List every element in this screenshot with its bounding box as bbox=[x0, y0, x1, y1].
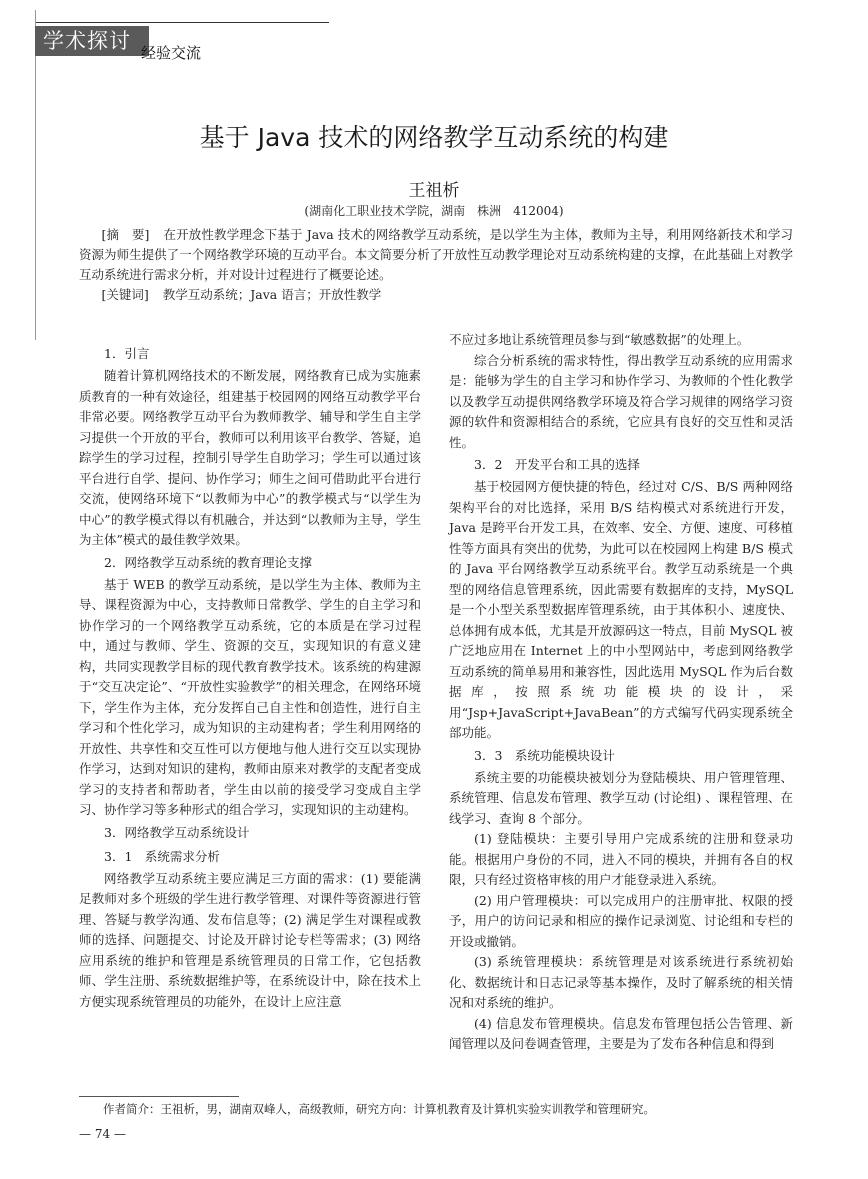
footnote-rule bbox=[79, 1096, 239, 1097]
section-heading: 3．网络教学互动系统设计 bbox=[104, 824, 250, 840]
header-left-rule bbox=[35, 10, 36, 340]
keywords-paragraph bbox=[79, 285, 793, 305]
section-heading: 1．引言 bbox=[104, 346, 150, 361]
section-heading: 3．3 系统功能模块设计 bbox=[474, 747, 615, 763]
abstract-block bbox=[79, 225, 793, 305]
body-paragraph: 综合分析系统的需求特性，得出教学互动系统的应用需求是：能够为学生的自主学习和协作学习、为教师的个性化教学以及教学互动提供网络教学环境及符合学习规律的网络学习资源的软件和资源相结合的系统，它应具有良好的交互性和灵活性。 bbox=[449, 352, 793, 450]
brand-label: 学术探讨 bbox=[35, 26, 149, 56]
left-column bbox=[79, 342, 421, 1012]
body-paragraph: (2) 用户管理模块：可以完成用户的注册审批、权限的授予，用户的访问记录和相应的操作记录浏览、讨论组和专栏的开设或撤销。 bbox=[449, 892, 793, 949]
body-paragraph: 基于 WEB 的教学互动系统，是以学生为主体、教师为主导、课程资源为中心，支持教师日常教学、学生的自主学习和协作学习的一个网络教学互动系统，它的本质是在学习过程中，通过与教师、学生、资源的交互，实现知识的有意义建构，共同实现教学目标的现代教育教学技术。该系统的构建源于“交互决定论”、“开放性实验教学”的相关理念，在网络环境下，学生作为主体，充分发挥自己自主性和创造性，进行自主学习和个性化学习，成为知识的主动建构者；学生利用网络的开放性、共享性和交互性可以方便地与他人进行交互以实现协作学习，达到对知识的建构，教师由原来对教学的支配者变成学习的支持者和帮助者，学生由以前的接受学习变成自主学习、协作学习等多种形式的组合学习，实现知识的主动建构。 bbox=[79, 576, 421, 817]
page-number: — 74 — bbox=[79, 1127, 126, 1141]
body-paragraph: 随着计算机网络技术的不断发展，网络教育已成为实施素质教育的一种有效途径，组建基于校园网的网络互动教学平台非常必要。网络教学互动平台为教师教学、辅导和学生自主学习提供一个开放的平台，教师可以利用该平台教学、答疑，追踪学生的学习过程，控制引导学生自助学习；学生可以通过该平台进行自学、提问、协作学习；师生之间可借助此平台进行交流，使网络环境下“以教师为中心”的教学模式与“以学生为中心”的教学模式得以有机融合，并达到“以教师为主导，学生为主体”模式的最佳教学效果。 bbox=[79, 368, 421, 547]
author: 王祖析 bbox=[408, 181, 460, 201]
section-heading: 3．2 开发平台和工具的选择 bbox=[474, 457, 640, 472]
right-column bbox=[449, 330, 793, 1055]
author-footnote: 作者简介：王祖析，男，湖南双峰人，高级教师，研究方向：计算机教育及计算机实验实训教学和管理研究。 bbox=[103, 1102, 655, 1116]
body-paragraph: 基于校园网方便快捷的特色，经过对 C/S、B/S 两种网络架构平台的对比选择，采用 B/S 结构模式对系统进行开发，Java 是跨平台开发工具，在效率、安全、方便、速度、可移植性等方面具有突出的优势，为此可以在校园网上构建 B/S 模式的 Java 平台网络教学互动系统平台。教学互动系统是一个典型的网络信息管理系统，因此需要有数据库的支持，MySQL 是一个小型关系型数据库管理系统，由于其体积小、速度快、总体拥有成本低，尤其是开放源码这一特点，目前 MySQL 被广泛地应用在 Internet 上的中小型网站中，考虑到网络教学互动系统的简单易用和兼容性，因此选用 MySQL 作为后台数据库，按照系统功能模块的设计，采用“Jsp+JavaScript+JavaBean”的方式编写代码实现系统全部功能。 bbox=[449, 479, 793, 740]
keywords-label: [关键词] bbox=[101, 287, 149, 302]
body-paragraph: (1) 登陆模块：主要引导用户完成系统的注册和登录功能。根据用户身份的不同，进入不同的模块，并拥有各自的权限，只有经过资格审核的用户才能登录进入系统。 bbox=[449, 831, 793, 887]
section-label: 经验交流 bbox=[141, 44, 202, 62]
abstract-paragraph bbox=[79, 225, 793, 285]
section-heading: 3．1 系统需求分析 bbox=[104, 848, 220, 864]
body-paragraph: (3) 系统管理模块：系统管理是对该系统进行系统初始化、数据统计和日志记录等基本操作，及时了解系统的相关情况和对系统的维护。 bbox=[449, 954, 793, 1010]
abstract-text: 在开放性教学理念下基于 Java 技术的网络教学互动系统，是以学生为主体，教师为主导，利用网络新技术和学习资源为师生提供了一个网络教学环境的互动平台。本文简要分析了开放性互动教学理论对互动系统构建的支撑，在此基础上对教学互动系统进行需求分析，并对设计过程进行了概要论述。 bbox=[79, 227, 793, 282]
body-paragraph: 网络教学互动系统主要应满足三方面的需求：(1) 要能满足教师对多个班级的学生进行教学管理、对课件等资源进行管理、答疑与教学沟通、发布信息等；(2) 满足学生对课程或教师的选择、问题提交、讨论及开辟讨论专栏等需求；(3) 网络应用系统的维护和管理是系统管理员的日常工作，它包括教师、学生注册、系统数据维护等，在系统设计中，除在技术上方便实现系统管理员的功能外，在设计上应注意 bbox=[79, 870, 421, 1009]
page-title: 基于 Java 技术的网络教学互动系统的构建 bbox=[199, 123, 669, 152]
keywords-text: 教学互动系统；Java 语言；开放性教学 bbox=[162, 287, 382, 302]
section-heading: 2．网络教学互动系统的教育理论支撑 bbox=[104, 554, 312, 570]
abstract-label: [摘 要] bbox=[101, 227, 150, 242]
body-paragraph: (4) 信息发布管理模块。信息发布管理包括公告管理、新闻管理以及问卷调查管理，主要是为了发布各种信息和得到 bbox=[449, 1015, 793, 1051]
header-rule bbox=[35, 22, 329, 23]
body-paragraph: 不应过多地让系统管理员参与到“敏感数据”的处理上。 bbox=[449, 332, 750, 347]
body-paragraph: 系统主要的功能模块被划分为登陆模块、用户管理管理、系统管理、信息发布管理、教学互动 (讨论组) 、课程管理、在线学习、查询 8 个部分。 bbox=[449, 769, 793, 826]
affiliation: (湖南化工职业技术学院，湖南 株洲 412004) bbox=[304, 204, 564, 218]
